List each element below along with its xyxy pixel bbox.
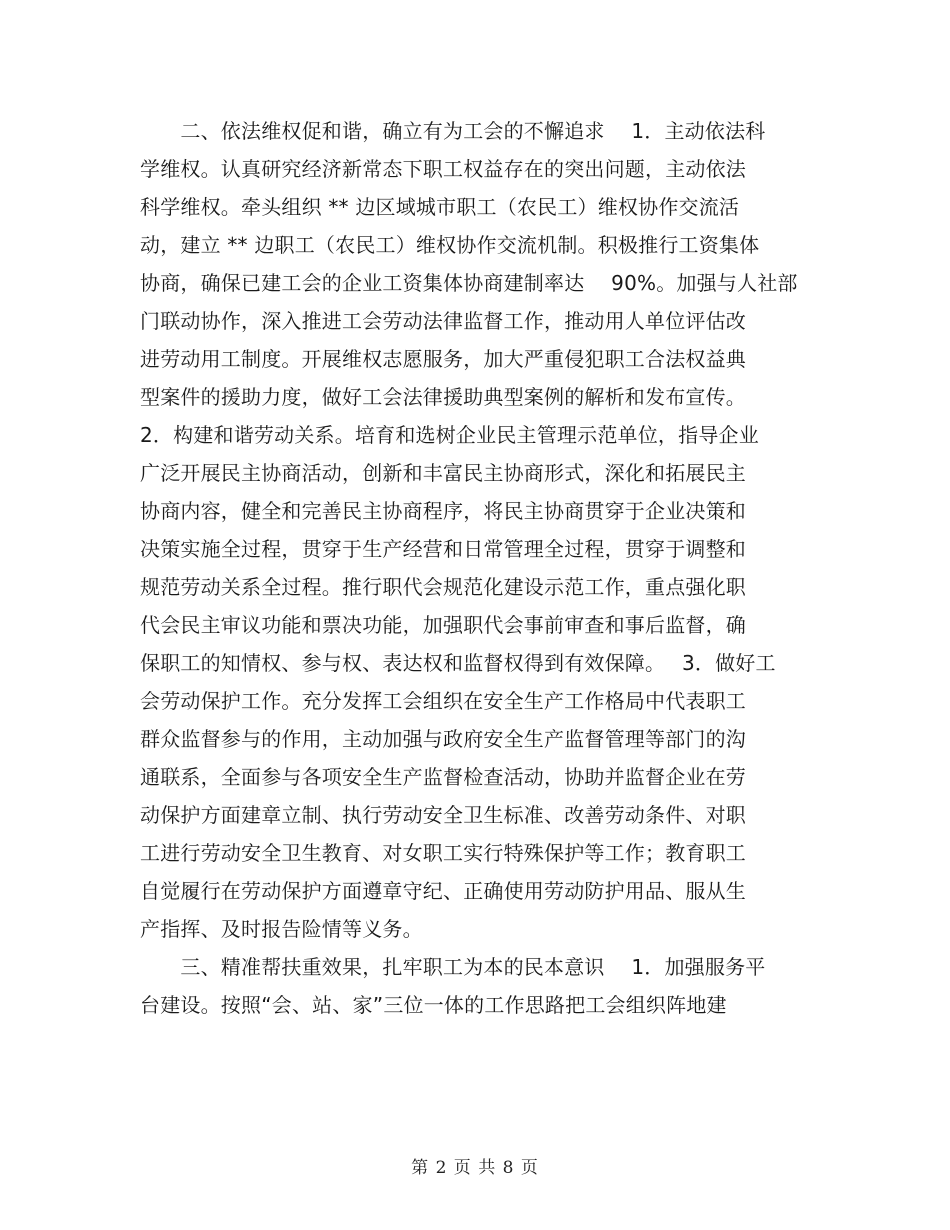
text-line: 协商内容，健全和完善民主协商程序，将民主协商贯穿于企业决策和	[140, 499, 746, 523]
text-line: 2．构建和谐劳动关系。培育和选树企业民主管理示范单位，指导企业	[140, 423, 759, 447]
text-line: 科学维权。牵头组织 ** 边区域城市职工（农民工）维权协作交流活	[140, 195, 740, 219]
text-line: 动保护方面建章立制、执行劳动安全卫生标准、改善劳动条件、对职	[140, 803, 746, 827]
text-line: 会劳动保护工作。充分发挥工会组织在安全生产工作格局中代表职工	[140, 689, 746, 713]
text-line: 产指挥、及时报告险情等义务。	[140, 917, 423, 941]
text-line: 台建设。按照“会、站、家”三位一体的工作思路把工会组织阵地建	[140, 993, 727, 1017]
text-line: 通联系，全面参与各项安全生产监督检查活动，协助并监督企业在劳	[140, 765, 746, 789]
text-line: 保职工的知情权、参与权、表达权和监督权得到有效保障。 3．做好工	[140, 651, 776, 675]
text-line: 协商，确保已建工会的企业工资集体协商建制率达 90%。加强与人社部	[140, 271, 798, 295]
text-line: 学维权。认真研究经济新常态下职工权益存在的突出问题，主动依法	[140, 157, 746, 181]
page-footer: 第 2 页 共 8 页	[411, 1158, 539, 1178]
text-line: 代会民主审议功能和票决功能，加强职代会事前审查和事后监督，确	[140, 613, 746, 637]
text-line: 二、依法维权促和谐，确立有为工会的不懈追求 1．主动依法科	[140, 119, 766, 143]
text-line: 工进行劳动安全卫生教育、对女职工实行特殊保护等工作；教育职工	[140, 841, 746, 865]
text-line: 自觉履行在劳动保护方面遵章守纪、正确使用劳动防护用品、服从生	[140, 879, 746, 903]
text-line: 型案件的援助力度，做好工会法律援助典型案例的解析和发布宣传。	[140, 385, 746, 409]
text-line: 广泛开展民主协商活动，创新和丰富民主协商形式，深化和拓展民主	[140, 461, 746, 485]
text-line: 群众监督参与的作用，主动加强与政府安全生产监督管理等部门的沟	[140, 727, 746, 751]
text-line: 三、精准帮扶重效果，扎牢职工为本的民本意识 1．加强服务平	[140, 955, 766, 979]
text-line: 决策实施全过程，贯穿于生产经营和日常管理全过程，贯穿于调整和	[140, 537, 746, 561]
text-line: 进劳动用工制度。开展维权志愿服务，加大严重侵犯职工合法权益典	[140, 347, 746, 371]
text-line: 规范劳动关系全过程。推行职代会规范化建设示范工作，重点强化职	[140, 575, 746, 599]
text-line: 门联动协作，深入推进工会劳动法律监督工作，推动用人单位评估改	[140, 309, 746, 333]
text-line: 动，建立 ** 边职工（农民工）维权协作交流机制。积极推行工资集体	[140, 233, 760, 257]
